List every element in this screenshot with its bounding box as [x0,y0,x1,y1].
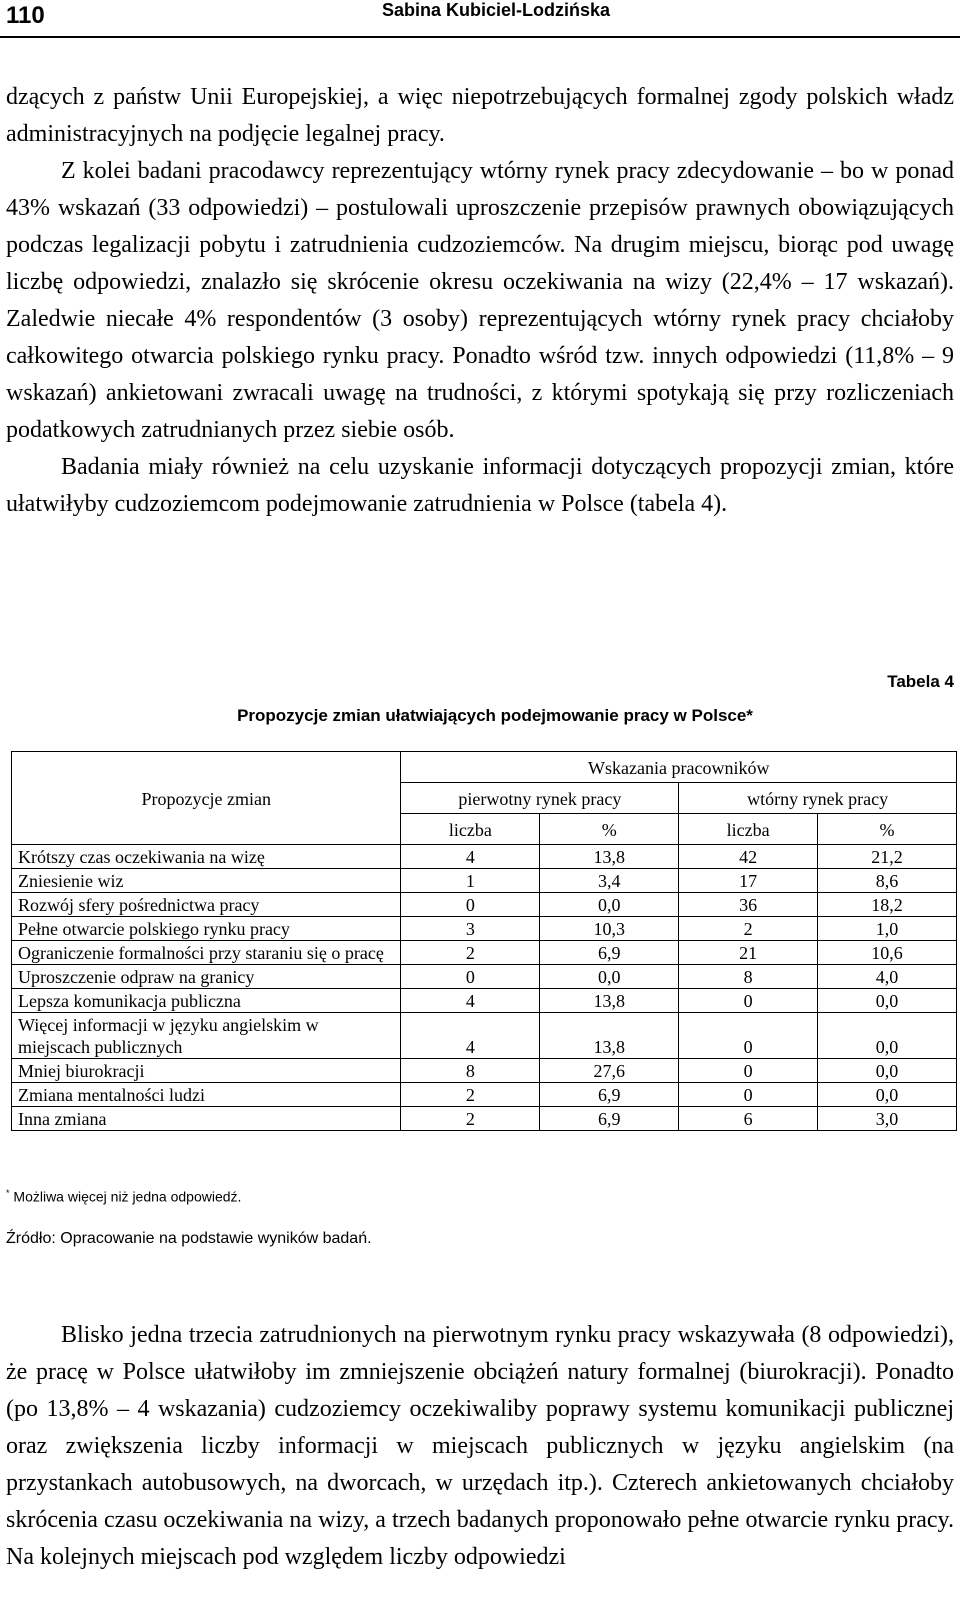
table-row [12,989,957,1013]
table-row [12,965,957,989]
cell-secondary-percent: 0,0 [818,1083,957,1107]
table-row [12,869,957,893]
row-label: Rozwój sfery pośrednictwa pracy [12,893,401,917]
cell-secondary-count: 2 [679,917,818,941]
cell-secondary-percent: 0,0 [818,1059,957,1083]
table-row [12,917,957,941]
cell-primary-count: 2 [401,941,540,965]
paragraph: Badania miały również na celu uzyskanie informacji dotyczących propozycji zmian, które ułatwiłyby cudzoziemcom podejmowanie zatrudnienia w Polsce (tabela 4). [6,454,954,517]
cell-secondary-count: 0 [679,989,818,1013]
cell-primary-count: 4 [401,1013,540,1059]
cell-primary-count: 1 [401,869,540,893]
cell-primary-percent: 6,9 [540,1083,679,1107]
table-footnote [6,1188,241,1205]
running-head-author: Sabina Kubiciel-Lodzińska [381,0,610,20]
cell-primary-percent: 27,6 [540,1059,679,1083]
cell-secondary-percent: 1,0 [818,917,957,941]
cell-secondary-count: 0 [679,1013,818,1059]
cell-primary-count: 0 [401,893,540,917]
body-text-bottom [6,1317,954,1576]
table-row [12,1083,957,1107]
cell-primary-percent: 6,9 [540,941,679,965]
column-header-percent: % [540,814,679,845]
table-title: Propozycje zmian ułatwiających podejmowanie pracy w Polsce* [237,706,753,725]
table-row [12,1107,957,1131]
cell-secondary-percent: 10,6 [818,941,957,965]
table-row [12,941,957,965]
cell-primary-percent: 13,8 [540,845,679,869]
cell-secondary-percent: 18,2 [818,893,957,917]
column-header-percent: % [818,814,957,845]
row-label: Zmiana mentalności ludzi [12,1083,401,1107]
data-table [11,751,957,1131]
footnote-mark: * [6,1188,10,1198]
cell-secondary-count: 21 [679,941,818,965]
table-row [12,1059,957,1083]
table-source: Źródło: Opracowanie na podstawie wyników badań. [6,1230,372,1247]
cell-primary-percent: 13,8 [540,989,679,1013]
row-label: Pełne otwarcie polskiego rynku pracy [12,917,401,941]
cell-primary-percent: 3,4 [540,869,679,893]
row-label: Uproszczenie odpraw na granicy [12,965,401,989]
cell-primary-percent: 0,0 [540,893,679,917]
cell-secondary-percent: 3,0 [818,1107,957,1131]
column-header-secondary-market: wtórny rynek pracy [679,783,957,814]
column-header-primary-market: pierwotny rynek pracy [401,783,679,814]
cell-secondary-percent: 8,6 [818,869,957,893]
table-row [12,1013,957,1059]
cell-primary-count: 3 [401,917,540,941]
cell-secondary-percent: 4,0 [818,965,957,989]
cell-secondary-count: 17 [679,869,818,893]
cell-secondary-percent: 21,2 [818,845,957,869]
row-label: Krótszy czas oczekiwania na wizę [12,845,401,869]
table-row [12,845,957,869]
cell-primary-count: 4 [401,845,540,869]
row-label: Inna zmiana [12,1107,401,1131]
cell-primary-percent: 10,3 [540,917,679,941]
page-header [0,0,960,38]
cell-secondary-percent: 0,0 [818,1013,957,1059]
row-label: Lepsza komunikacja publiczna [12,989,401,1013]
cell-primary-count: 0 [401,965,540,989]
paragraph: dzących z państw Unii Europejskiej, a więc niepotrzebujących formalnej zgody polskich władz administracyjnych na podjęcie legalnej pracy. [6,84,954,147]
table-label: Tabela 4 [887,672,954,691]
cell-primary-count: 2 [401,1083,540,1107]
row-label: Więcej informacji w języku angielskim w miejscach publicznych [12,1013,401,1059]
cell-secondary-percent: 0,0 [818,989,957,1013]
column-header-indications: Wskazania pracowników [401,752,957,783]
cell-primary-count: 4 [401,989,540,1013]
page-number: 110 [6,2,45,29]
cell-secondary-count: 0 [679,1059,818,1083]
cell-secondary-count: 6 [679,1107,818,1131]
column-header-count: liczba [401,814,540,845]
column-header-proposals: Propozycje zmian [12,752,401,845]
row-label: Zniesienie wiz [12,869,401,893]
cell-secondary-count: 36 [679,893,818,917]
cell-primary-percent: 13,8 [540,1013,679,1059]
cell-primary-count: 2 [401,1107,540,1131]
cell-primary-percent: 6,9 [540,1107,679,1131]
cell-primary-count: 8 [401,1059,540,1083]
cell-primary-percent: 0,0 [540,965,679,989]
cell-secondary-count: 8 [679,965,818,989]
column-header-count: liczba [679,814,818,845]
body-text-top [6,79,954,523]
cell-secondary-count: 42 [679,845,818,869]
row-label: Ograniczenie formalności przy staraniu się o pracę [12,941,401,965]
row-label: Mniej biurokracji [12,1059,401,1083]
table-row [12,893,957,917]
paragraph: Blisko jedna trzecia zatrudnionych na pierwotnym rynku pracy wskazywała (8 odpowiedzi), że pracę w Polsce ułatwiłoby im zmniejszenie obciążeń natury formalnej (biurokracji). Ponadto (po 13,8% – 4 wskazania) cudzoziemcy oczekiwaliby poprawy systemu komunikacji publicznej oraz zwiększenia liczby informacji w miejscach publicznych w języku angielskim (na przystankach autobusowych, na dworcach, w urzędach itp.). Czterech ankietowanych chciałoby skrócenia czasu oczekiwania na wizy, a trzech badanych proponowało pełne otwarcie rynku pracy. Na kolejnych miejscach pod względem liczby odpowiedzi [6,1322,954,1570]
cell-secondary-count: 0 [679,1083,818,1107]
footnote-text: Możliwa więcej niż jedna odpowiedź. [13,1188,242,1205]
paragraph: Z kolei badani pracodawcy reprezentujący wtórny rynek pracy zdecydowanie – bo w ponad 43% wskazań (33 odpowiedzi) – postulowali uproszczenie przepisów prawnych obowiązujących podczas legalizacji pobytu i zatrudnienia cudzoziemców. Na drugim miejscu, biorąc pod uwagę liczbę odpowiedzi, znalazło się skrócenie okresu oczekiwania na wizy (22,4% – 17 wskazań). Zaledwie niecałe 4% respondentów (3 osoby) reprezentujących wtórny rynek pracy chciałoby całkowitego otwarcia polskiego rynku pracy. Ponadto wśród tzw. innych odpowiedzi (11,8% – 9 wskazań) ankietowani zwracali uwagę na trudności, z którymi spotykają się przy rozliczeniach podatkowych zatrudnianych przez siebie osób. [6,158,954,443]
